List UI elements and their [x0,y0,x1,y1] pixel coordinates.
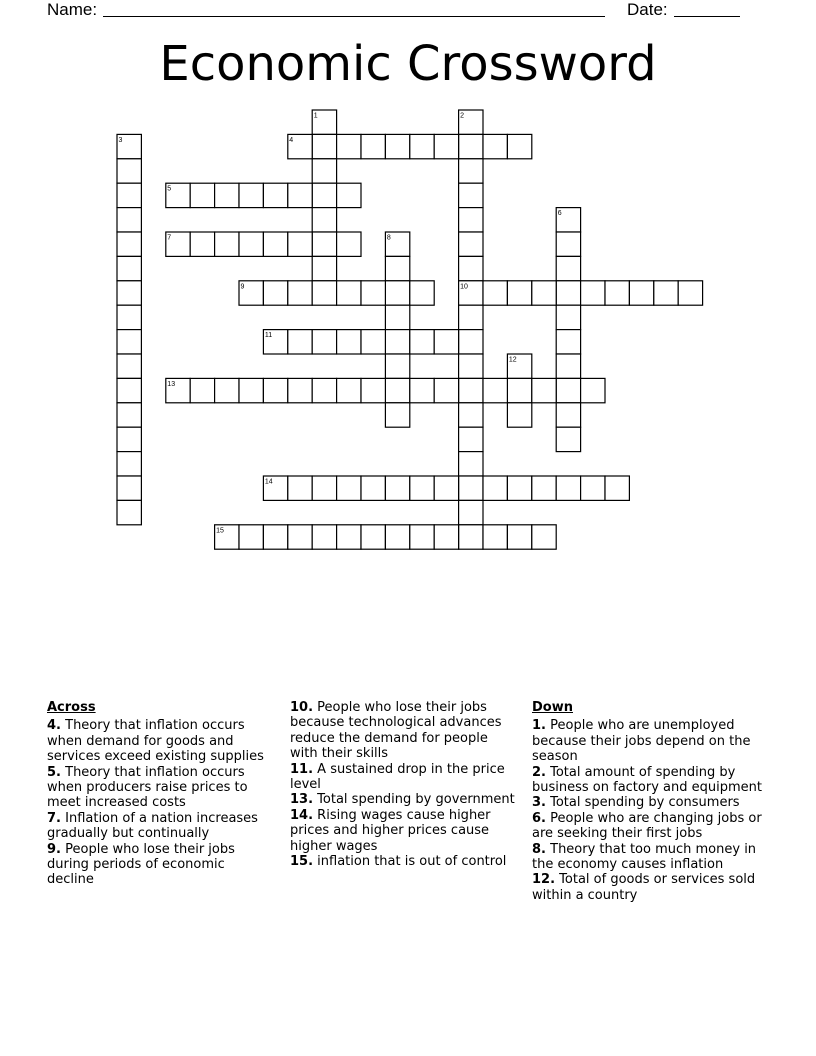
grid-cell[interactable] [483,525,507,549]
down-heading: Down [532,700,573,715]
grid-cell[interactable] [337,525,361,549]
clue-text: Rising wages cause higher prices and higher prices cause higher wages [290,807,491,854]
clue-text: Theory that inflation occurs when demand for goods and services exceed existing supplies [47,718,264,765]
cell-number: 8 [386,234,391,242]
cell-number: 4 [289,136,294,144]
clue-item [532,811,772,842]
grid-cell[interactable] [532,476,556,500]
grid-cell[interactable] [556,403,580,427]
grid-cell[interactable] [581,476,605,500]
grid-cell[interactable] [410,330,434,354]
grid-cell[interactable] [507,525,531,549]
grid-cell[interactable] [117,159,141,183]
clue-item [532,718,772,764]
clue-number: 10. [290,700,314,715]
grid-cell[interactable] [288,525,312,549]
clue-text: Total amount of spending by business on factory and equipment [532,764,762,796]
grid-cell[interactable] [263,281,287,305]
grid-cell[interactable] [312,183,336,207]
grid-cell[interactable] [385,281,409,305]
cell-number: 2 [460,112,465,120]
name-label: Name: [47,0,98,19]
clue-item [532,795,772,810]
cell-number: 11 [264,332,273,340]
clue-text: People who lose their jobs during periods of economic decline [47,841,235,888]
grid-cell[interactable] [532,378,556,402]
clue-text: Total spending by government [317,792,515,808]
grid-cell[interactable] [312,378,336,402]
clue-text: People who lose their jobs because technological advances reduce the demand for people with their skills [290,700,502,762]
grid-cell[interactable] [385,403,409,427]
clue-item [47,718,275,764]
clue-text: Theory that inflation occurs when producers raise prices to meet increased costs [47,764,248,811]
clue-text: Total spending by consumers [550,795,740,811]
across-clues-column-continued [290,700,518,869]
clue-item [290,700,518,762]
grid-cell[interactable] [190,183,214,207]
grid-cell[interactable] [312,330,336,354]
clue-item [532,872,772,903]
clue-number: 9. [47,841,61,857]
grid-cell[interactable] [117,305,141,329]
grid-cell[interactable] [459,427,483,451]
clue-number: 1. [532,718,546,734]
grid-cell[interactable] [117,476,141,500]
grid-cell[interactable] [556,476,580,500]
clue-number: 11. [290,761,314,777]
grid-cell[interactable] [556,232,580,256]
grid-cell[interactable] [385,330,409,354]
grid-cell[interactable] [239,525,263,549]
grid-cell[interactable] [434,476,458,500]
clue-number: 5. [47,764,61,780]
grid-cell[interactable] [361,134,385,158]
grid-cell[interactable] [337,476,361,500]
grid-cell[interactable] [410,378,434,402]
grid-cell[interactable] [459,476,483,500]
grid-cell[interactable] [288,281,312,305]
grid-cell[interactable] [459,354,483,378]
down-clues-column [532,700,772,903]
grid-cell[interactable] [483,281,507,305]
clue-number: 6. [532,810,546,826]
grid-cell[interactable] [288,330,312,354]
grid-cell[interactable] [459,525,483,549]
clue-number: 12. [532,872,556,888]
grid-cell[interactable] [434,378,458,402]
grid-cell[interactable] [410,281,434,305]
clue-item [47,811,275,842]
grid-cell[interactable] [654,281,678,305]
cell-number: 12 [508,356,517,364]
grid-cell[interactable] [337,134,361,158]
grid-cell[interactable] [239,232,263,256]
clue-number: 2. [532,764,546,780]
grid-cell[interactable] [337,330,361,354]
grid-cell[interactable] [312,208,336,232]
grid-cell[interactable] [312,134,336,158]
clue-item [532,842,772,873]
cell-number: 15 [216,527,224,535]
grid-cell[interactable] [532,525,556,549]
grid-cell[interactable] [678,281,702,305]
grid-cell[interactable] [361,378,385,402]
grid-cell[interactable] [581,281,605,305]
grid-cell[interactable] [215,183,239,207]
grid-cell[interactable] [385,476,409,500]
grid-cell[interactable] [532,281,556,305]
grid-cell[interactable] [288,183,312,207]
grid-cell[interactable] [312,476,336,500]
grid-cell[interactable] [459,183,483,207]
cell-number: 6 [557,210,562,218]
grid-cell[interactable] [556,281,580,305]
grid-cell[interactable] [288,476,312,500]
grid-cell[interactable] [337,183,361,207]
grid-cell[interactable] [263,232,287,256]
grid-cell[interactable] [410,476,434,500]
grid-cell[interactable] [117,256,141,280]
grid-cell[interactable] [215,378,239,402]
grid-cell[interactable] [556,427,580,451]
grid-cell[interactable] [190,378,214,402]
grid-cell[interactable] [459,330,483,354]
clue-item [47,842,275,888]
grid-cell[interactable] [117,354,141,378]
grid-cell[interactable] [361,525,385,549]
grid-cell[interactable] [434,134,458,158]
grid-cell[interactable] [483,378,507,402]
grid-cell[interactable] [337,232,361,256]
clue-number: 7. [47,810,61,826]
clue-item [47,765,275,811]
grid-cell[interactable] [459,208,483,232]
grid-cell[interactable] [556,378,580,402]
clue-number: 15. [290,854,314,870]
cell-number: 9 [240,283,245,291]
grid-cell[interactable] [459,159,483,183]
grid-cell[interactable] [312,256,336,280]
grid-cell[interactable] [337,281,361,305]
cell-number: 3 [118,136,123,144]
grid-cell[interactable] [507,403,531,427]
grid-cell[interactable] [239,183,263,207]
grid-cell[interactable] [434,525,458,549]
grid-cell[interactable] [117,232,141,256]
grid-cell[interactable] [117,427,141,451]
clue-item [290,792,518,807]
grid-cell[interactable] [117,452,141,476]
grid-cell[interactable] [556,256,580,280]
clue-number: 13. [290,792,314,808]
grid-cell[interactable] [385,256,409,280]
grid-cell[interactable] [410,525,434,549]
grid-cell[interactable] [629,281,653,305]
grid-cell[interactable] [312,281,336,305]
grid-cell[interactable] [385,525,409,549]
grid-cell[interactable] [556,330,580,354]
grid-cell[interactable] [288,378,312,402]
grid-cell[interactable] [117,281,141,305]
grid-cell[interactable] [434,330,458,354]
clue-text: A sustained drop in the price level [290,761,505,793]
grid-cell[interactable] [410,134,434,158]
grid-cell[interactable] [459,232,483,256]
clue-item [532,765,772,796]
grid-cell[interactable] [263,183,287,207]
date-label: Date: [627,0,668,19]
grid-cell[interactable] [190,232,214,256]
cell-number: 1 [313,112,318,120]
grid-cell[interactable] [337,378,361,402]
grid-cell[interactable] [459,134,483,158]
grid-cell[interactable] [263,525,287,549]
grid-cell[interactable] [288,232,312,256]
grid-cell[interactable] [581,378,605,402]
grid-cell[interactable] [385,354,409,378]
grid-cell[interactable] [361,330,385,354]
grid-cell[interactable] [215,232,239,256]
grid-cell[interactable] [459,500,483,524]
grid-cell[interactable] [556,305,580,329]
clue-number: 8. [532,841,546,857]
grid-cell[interactable] [117,330,141,354]
grid-cell[interactable] [385,134,409,158]
grid-cell[interactable] [117,403,141,427]
across-clues-column [47,700,275,888]
clue-number: 14. [290,807,314,823]
clue-number: 3. [532,795,546,811]
grid-cell[interactable] [507,378,531,402]
clue-text: Inflation of a nation increases gradually but continually [47,810,258,842]
clue-text: Total of goods or services sold within a country [532,872,756,903]
grid-cell[interactable] [117,183,141,207]
clue-item [290,854,518,869]
grid-cell[interactable] [117,500,141,524]
grid-cell[interactable] [312,232,336,256]
cell-number: 14 [264,478,273,486]
grid-cell[interactable] [556,354,580,378]
grid-cell[interactable] [459,403,483,427]
grid-cell[interactable] [459,452,483,476]
grid-cell[interactable] [459,305,483,329]
grid-cell[interactable] [312,525,336,549]
cell-number: 13 [167,380,176,388]
clue-number: 4. [47,718,61,734]
cell-number: 5 [167,185,172,193]
across-heading: Across [47,700,96,715]
grid-cell[interactable] [239,378,263,402]
cell-number: 7 [167,234,172,242]
grid-cell[interactable] [385,305,409,329]
grid-cell[interactable] [507,134,531,158]
clue-text: People who are changing jobs or are seeking their first jobs [532,810,762,842]
grid-cell[interactable] [263,378,287,402]
cell-number: 10 [460,283,468,291]
grid-cell[interactable] [361,281,385,305]
grid-cell[interactable] [312,159,336,183]
grid-cell[interactable] [361,476,385,500]
clue-item [290,762,518,793]
clue-text: inflation that is out of control [317,854,507,870]
grid-cell[interactable] [507,281,531,305]
grid-cell[interactable] [507,476,531,500]
clue-text: People who are unemployed because their jobs depend on the season [532,718,751,765]
clue-item [290,808,518,854]
grid-cell[interactable] [605,281,629,305]
grid-cell[interactable] [459,378,483,402]
grid-cell[interactable] [459,256,483,280]
grid-cell[interactable] [117,378,141,402]
grid-cell[interactable] [605,476,629,500]
grid-cell[interactable] [385,378,409,402]
grid-cell[interactable] [483,476,507,500]
grid-cell[interactable] [483,134,507,158]
page-title: Economic Crossword [159,36,657,92]
clue-text: Theory that too much money in the economy causes inflation [532,841,757,873]
grid-cell[interactable] [117,208,141,232]
